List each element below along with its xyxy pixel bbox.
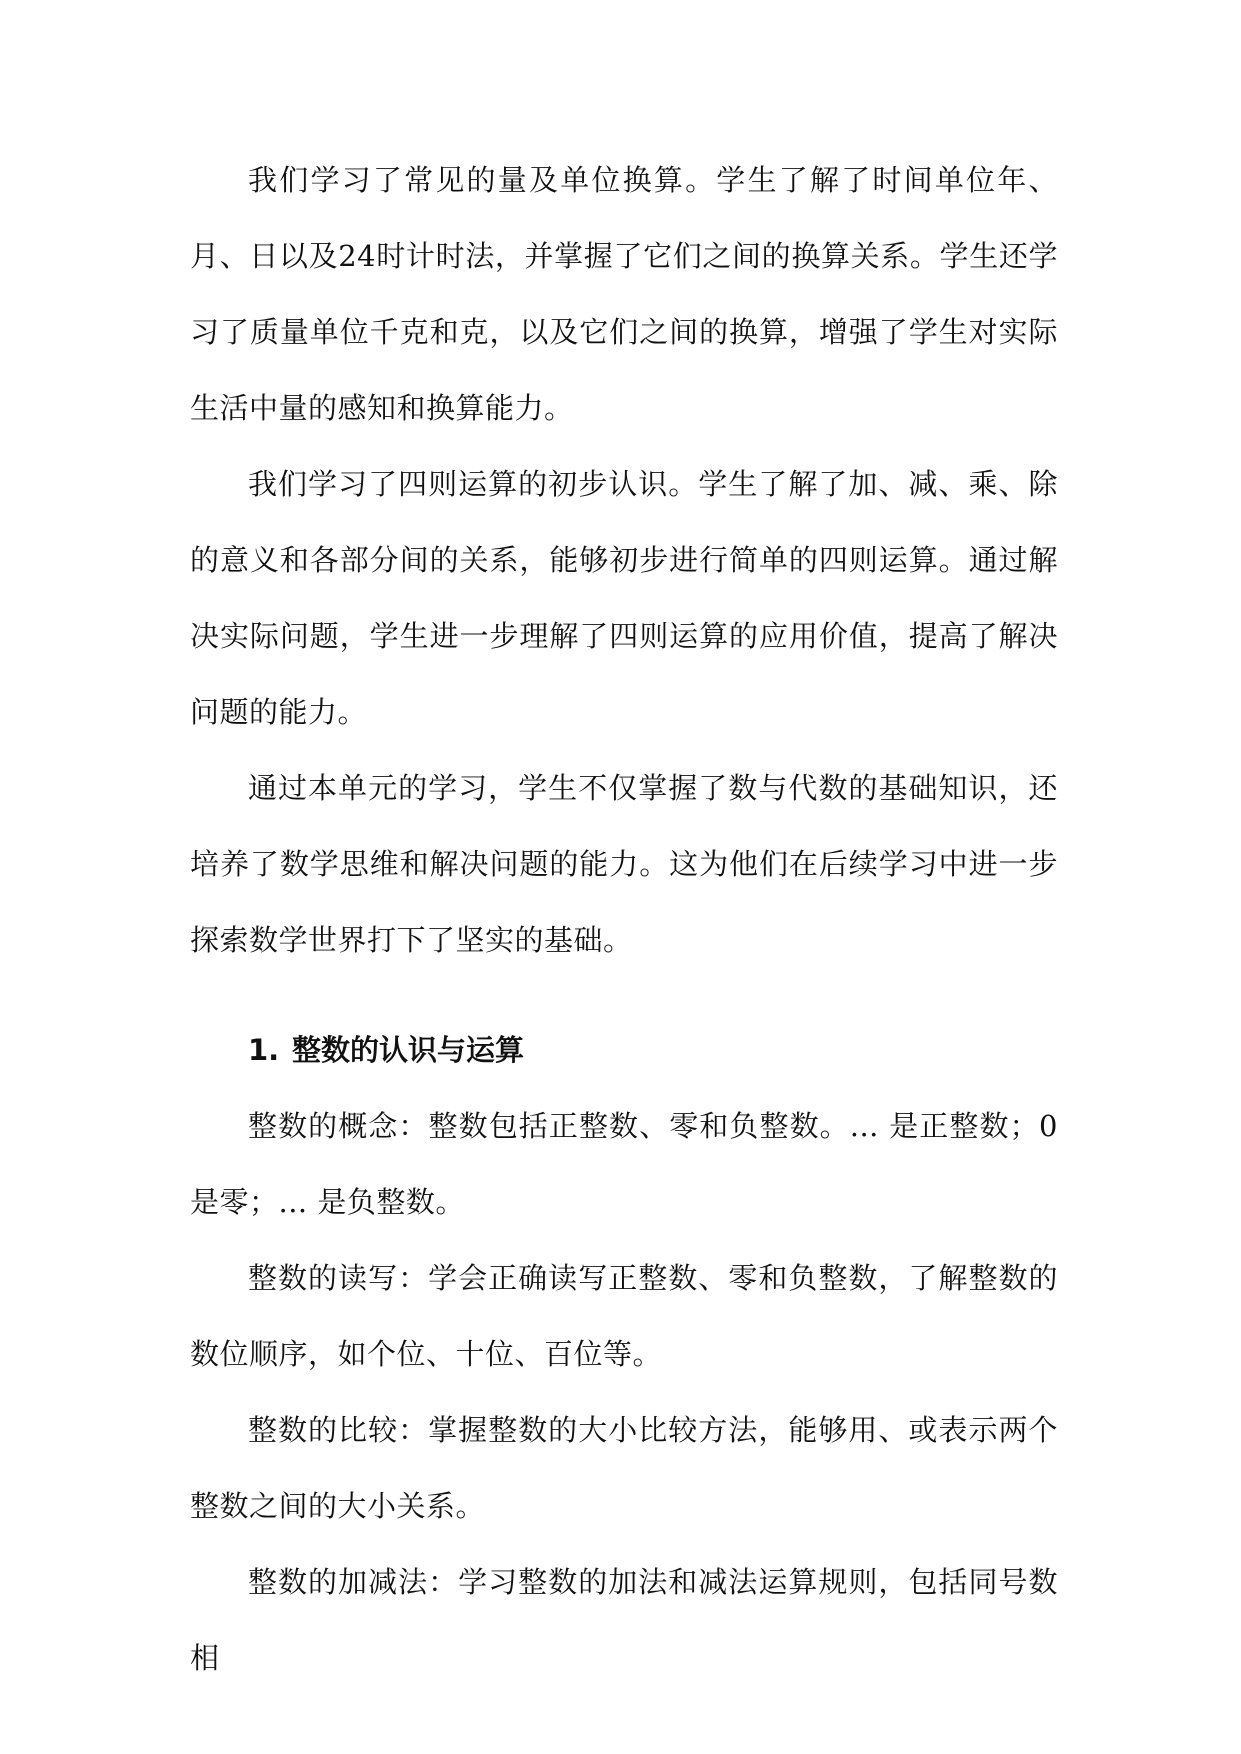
paragraph-unit-summary: 通过本单元的学习，学生不仅掌握了数与代数的基础知识，还培养了数学思维和解决问题的能力。这为他们在后续学习中进一步探索数学世界打下了坚实的基础。 — [190, 771, 1058, 957]
document-body — [190, 142, 1058, 1696]
paragraph-integer-comparison: 整数的比较：掌握整数的大小比较方法，能够用、或表示两个整数之间的大小关系。 — [190, 1413, 1058, 1523]
paragraph-four-operations: 我们学习了四则运算的初步认识。学生了解了加、减、乘、除的意义和各部分间的关系，能够初步进行简单的四则运算。通过解决实际问题，学生进一步理解了四则运算的应用价值，提高了解决问题的能力。 — [190, 467, 1058, 729]
section-heading — [190, 1012, 1058, 1088]
paragraph-integer-addition-subtraction: 整数的加减法：学习整数的加法和减法运算规则，包括同号数相 — [190, 1565, 1058, 1675]
paragraph-integer-concept: 整数的概念：整数包括正整数、零和负整数。... 是正整数；0是零；... 是负整数。 — [190, 1109, 1058, 1219]
paragraph-units-conversion: 我们学习了常见的量及单位换算。学生了解了时间单位年、月、日以及24时计时法，并掌握了它们之间的换算关系。学生还学习了质量单位千克和克，以及它们之间的换算，增强了学生对实际生活中量的感知和换算能力。 — [190, 163, 1058, 425]
section-title: 整数的认识与运算 — [292, 1033, 525, 1067]
paragraph-integer-reading-writing: 整数的读写：学会正确读写正整数、零和负整数，了解整数的数位顺序，如个位、十位、百位等。 — [190, 1261, 1058, 1371]
section-number: 1. — [248, 1033, 280, 1067]
